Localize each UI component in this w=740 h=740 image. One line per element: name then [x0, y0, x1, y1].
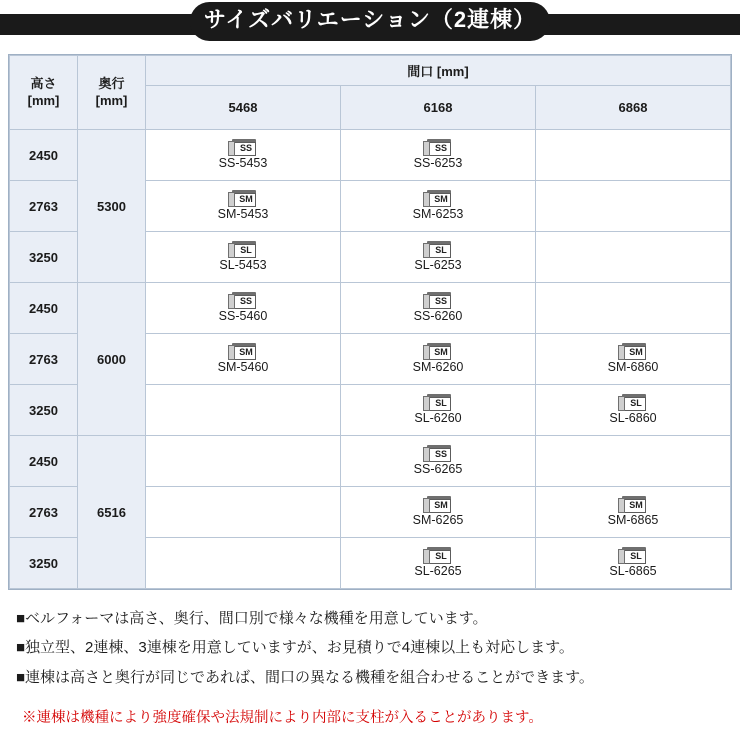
icon-code: SL [630, 550, 642, 561]
cell-6168 [341, 283, 536, 334]
model-label: SM-6260 [412, 360, 464, 375]
cell-6868 [536, 283, 731, 334]
cell-6868 [536, 181, 731, 232]
house-sm-icon [228, 190, 258, 207]
icon-code: SL [435, 244, 447, 255]
cell-5468 [146, 334, 341, 385]
icon-code: SS [434, 295, 447, 306]
model-label: SL-5453 [219, 258, 267, 273]
header-span: 間口 [mm] [146, 56, 731, 86]
house-sm-icon [228, 343, 258, 360]
house-sm-icon [423, 343, 453, 360]
size-variation-table [9, 55, 731, 589]
row-height: 2450 [10, 283, 78, 334]
cell-6168 [341, 487, 536, 538]
cell-6868 [536, 538, 731, 589]
header-depth-line1: 奥行 [98, 76, 125, 92]
model-label: SS-6265 [413, 462, 463, 477]
cell-6868 [536, 487, 731, 538]
cell-6868 [536, 385, 731, 436]
header-height-line2: [mm] [27, 92, 60, 108]
icon-code: SM [629, 499, 643, 510]
row-height: 2450 [10, 436, 78, 487]
header-depth [78, 56, 146, 130]
cell-5468 [146, 436, 341, 487]
note-item: ■独立型、2連棟、3連棟を用意していますが、お見積りで4連棟以上も対応します。 [16, 639, 574, 657]
icon-code: SM [239, 193, 253, 204]
cell-5468 [146, 487, 341, 538]
model-label: SL-6260 [414, 411, 462, 426]
cell-5468 [146, 538, 341, 589]
cell-6868 [536, 436, 731, 487]
row-height: 2450 [10, 130, 78, 181]
table-row [10, 130, 731, 181]
header-span-6168: 6168 [341, 86, 536, 130]
note-item: ■ベルフォーマは高さ、奥行、間口別で様々な機種を用意しています。 [16, 610, 488, 627]
icon-code: SL [240, 244, 252, 255]
icon-code: SM [434, 193, 448, 204]
table-body [10, 130, 731, 589]
model-label: SL-6865 [609, 564, 657, 579]
house-sm-icon [423, 496, 453, 513]
house-sm-icon [618, 496, 648, 513]
model-label: SL-6253 [414, 258, 462, 273]
cell-5468 [146, 181, 341, 232]
cell-6868 [536, 130, 731, 181]
icon-code: SS [239, 295, 252, 306]
cell-6168 [341, 181, 536, 232]
cell-6168 [341, 232, 536, 283]
note-item: ■連棟は高さと奥行が同じであれば、間口の異なる機種を組合わせることができます。 [16, 668, 594, 686]
header-span-6868: 6868 [536, 86, 731, 130]
notes-list [16, 604, 726, 692]
house-ss-icon [228, 292, 258, 309]
cell-6168 [341, 334, 536, 385]
cell-6868 [536, 232, 731, 283]
row-height: 3250 [10, 385, 78, 436]
table-row [10, 283, 731, 334]
model-label: SL-6860 [609, 411, 657, 426]
house-sl-icon [423, 394, 453, 411]
house-ss-icon [423, 445, 453, 462]
row-height: 2763 [10, 181, 78, 232]
header-height-line1: 高さ [30, 76, 57, 92]
header-depth-line2: [mm] [95, 92, 128, 108]
row-height: 2763 [10, 487, 78, 538]
house-sm-icon [423, 190, 453, 207]
model-label: SM-5453 [217, 207, 269, 222]
icon-code: SS [434, 448, 447, 459]
row-height: 3250 [10, 538, 78, 589]
size-variation-table-wrap [8, 54, 732, 590]
group-depth: 5300 [78, 130, 146, 283]
icon-code: SL [435, 397, 447, 408]
model-label: SS-6260 [413, 309, 463, 324]
icon-code: SL [630, 397, 642, 408]
model-label: SM-6265 [412, 513, 464, 528]
cell-5468 [146, 385, 341, 436]
group-depth: 6516 [78, 436, 146, 589]
icon-code: SS [239, 142, 252, 153]
icon-code: SM [434, 346, 448, 357]
house-ss-icon [423, 292, 453, 309]
model-label: SL-6265 [414, 564, 462, 579]
house-sl-icon [618, 547, 648, 564]
model-label: SS-5453 [218, 156, 268, 171]
row-height: 3250 [10, 232, 78, 283]
house-sl-icon [228, 241, 258, 258]
cell-6168 [341, 538, 536, 589]
house-sl-icon [423, 547, 453, 564]
cell-6168 [341, 130, 536, 181]
house-ss-icon [423, 139, 453, 156]
row-height: 2763 [10, 334, 78, 385]
icon-code: SL [435, 550, 447, 561]
page-title: サイズバリエーション（2連棟） [190, 2, 550, 41]
table-header [10, 56, 731, 130]
cell-5468 [146, 130, 341, 181]
house-ss-icon [228, 139, 258, 156]
model-label: SM-6860 [607, 360, 659, 375]
cell-5468 [146, 232, 341, 283]
icon-code: SM [629, 346, 643, 357]
model-label: SM-6253 [412, 207, 464, 222]
cell-6168 [341, 436, 536, 487]
group-depth: 6000 [78, 283, 146, 436]
house-sl-icon [423, 241, 453, 258]
model-label: SS-6253 [413, 156, 463, 171]
cell-6168 [341, 385, 536, 436]
cell-6868 [536, 334, 731, 385]
model-label: SM-6865 [607, 513, 659, 528]
header-height [10, 56, 78, 130]
cell-5468 [146, 283, 341, 334]
header-span-5468: 5468 [146, 86, 341, 130]
icon-code: SS [434, 142, 447, 153]
icon-code: SM [239, 346, 253, 357]
icon-code: SM [434, 499, 448, 510]
caution-note: ※連棟は機種により強度確保や法規制により内部に支柱が入ることがあります。 [22, 709, 543, 726]
house-sm-icon [618, 343, 648, 360]
model-label: SS-5460 [218, 309, 268, 324]
model-label: SM-5460 [217, 360, 269, 375]
table-row [10, 436, 731, 487]
title-band [0, 0, 740, 48]
house-sl-icon [618, 394, 648, 411]
